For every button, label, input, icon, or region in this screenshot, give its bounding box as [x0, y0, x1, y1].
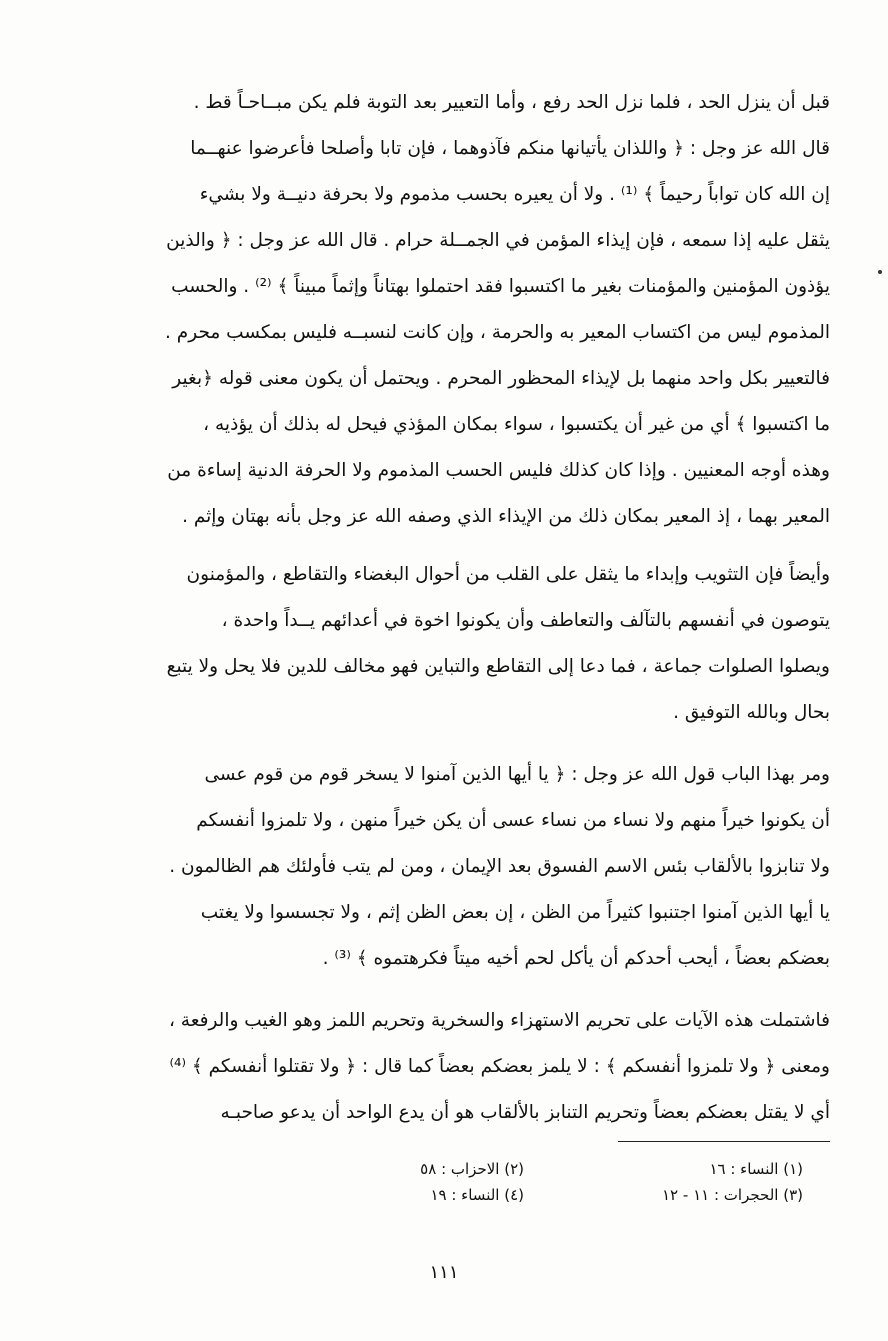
footnote-3: (٣) الحجرات : ١١ - ١٢ [661, 1186, 803, 1204]
text-line: يتوصون في أنفسهم بالتآلف والتعاطف وأن يكونوا اخوة في أعدائهم يــداً واحدة ، [221, 610, 830, 631]
paragraph-4 [60, 998, 830, 1136]
footnote-2: (٢) الاحزاب : ٥٨ [420, 1160, 524, 1178]
text-line: ويصلوا الصلوات جماعة ، فما دعا إلى التقاطع والتباين فهو مخالف للدين فلا يحل ولا يتبع [166, 656, 830, 677]
text-line: ولا تنابزوا بالألقاب بئس الاسم الفسوق بعد الإيمان ، ومن لم يتب فأولئك هم الظالمون . [169, 856, 830, 877]
text-line: يا أيها الذين آمنوا اجتنبوا كثيراً من الظن ، إن بعض الظن إثم ، ولا تجسسوا ولا يغتب [200, 902, 830, 923]
text-line: قبل أن ينزل الحد ، فلما نزل الحد رفع ، وأما التعيير بعد التوبة فلم يكن مبــاحـاً قط . [193, 92, 830, 113]
footnote-divider [618, 1141, 830, 1142]
paragraph-2 [60, 552, 830, 736]
text-line: ما اكتسبوا ﴾ أي من غير أن يكتسبوا ، سواء بمكان المؤذي فيحل له بذلك أن يؤذيه ، [203, 414, 830, 435]
footnote-4: (٤) النساء : ١٩ [430, 1186, 524, 1204]
text-line: فاشتملت هذه الآيات على تحريم الاستهزاء والسخرية وتحريم اللمز وهو الغيب والرفعة ، [168, 1010, 830, 1031]
text-line: المعير بهما ، إذ المعير بمكان ذلك من الإيذاء الذي وصفه الله عز وجل بأنه بهتان وإثم . [182, 506, 830, 527]
paragraph-3 [60, 752, 830, 982]
page-number: ١١١ [429, 1262, 459, 1283]
text-line: بحال وبالله التوفيق . [673, 702, 830, 723]
text-line: وأيضاً فإن التثويب وإبداء ما يثقل على القلب من أحوال البغضاء والتقاطع ، والمؤمنون [186, 564, 830, 585]
footnote-1: (١) النساء : ١٦ [709, 1160, 803, 1178]
text-line: ومعنى ﴿ ولا تلمزوا أنفسكم ﴾ : لا يلمز بعضكم بعضاً كما قال : ﴿ ولا تقتلوا أنفسكم ﴾ ⁽⁴⁾ [169, 1056, 830, 1077]
text-line: ومر بهذا الباب قول الله عز وجل : ﴿ يا أيها الذين آمنوا لا يسخر قوم من قوم عسى [204, 764, 830, 785]
text-line: وهذه أوجه المعنيين . وإذا كان كذلك فليس الحسب المذموم ولا الحرفة الدنية إساءة من [167, 460, 830, 481]
text-line: يثقل عليه إذا سمعه ، فإن إيذاء المؤمن في الجمــلة حرام . قال الله عز وجل : ﴿ والذين [166, 230, 830, 251]
text-line: إن الله كان تواباً رحيماً ﴾ ⁽¹⁾ . ولا أن يعيره بحسب مذموم ولا بحرفة دنيــة ولا بشيء [199, 184, 830, 205]
text-line: يؤذون المؤمنين والمؤمنات بغير ما اكتسبوا فقد احتملوا بهتاناً وإثماً مبيناً ﴾ ⁽²⁾ . والحسب [171, 276, 830, 297]
margin-mark [878, 270, 882, 274]
text-line: بعضكم بعضاً ، أيحب أحدكم أن يأكل لحم أخيه ميتاً فكرهتموه ﴾ ⁽³⁾ . [322, 948, 830, 969]
text-line: قال الله عز وجل : ﴿ واللذان يأتيانها منكم فآذوهما ، فإن تابا وأصلحا فأعرضوا عنهــما [190, 138, 830, 159]
text-line: أن يكونوا خيراً منهم ولا نساء من نساء عسى أن يكن خيراً منهن ، ولا تلمزوا أنفسكم [196, 810, 830, 831]
text-line: فالتعيير بكل واحد منهما بل لإيذاء المحظور المحرم . ويحتمل أن يكون معنى قوله ﴿بغير [172, 368, 830, 389]
text-line: المذموم ليس من اكتساب المعير به والحرمة ، وإن كانت لنسبــه فليس بمكسب محرم . [165, 322, 830, 343]
paragraph-1 [60, 80, 830, 540]
text-line: أي لا يقتل بعضكم بعضاً وتحريم التنابز بالألقاب هو أن يدع الواحد أن يدعو صاحبـه [220, 1102, 830, 1123]
